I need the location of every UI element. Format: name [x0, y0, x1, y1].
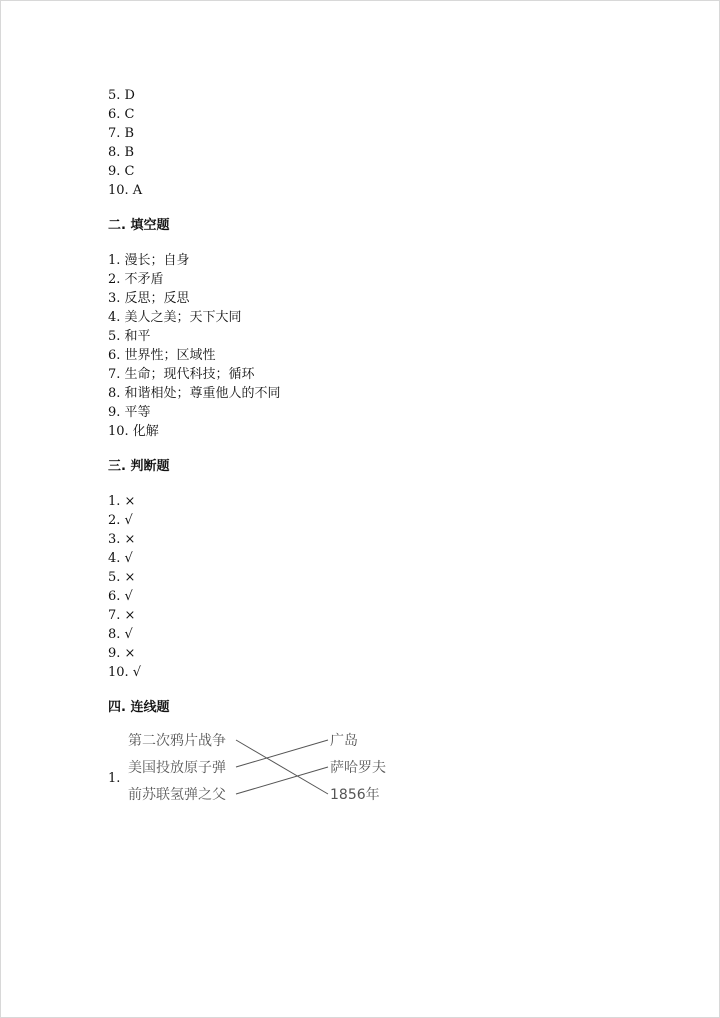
matching-link-line — [236, 740, 328, 767]
left-term: 美国投放原子弹 — [128, 760, 226, 776]
left-term: 前苏联氢弹之父 — [128, 787, 226, 803]
answer-line: 7. B — [108, 126, 135, 141]
answer-line: 10. √ — [108, 665, 142, 680]
matching-link-line — [236, 740, 328, 794]
section-title-true-false: 三. 判断题 — [108, 459, 170, 474]
answer-line: 5. × — [108, 570, 136, 585]
answer-line: 7. 生命；现代科技；循环 — [108, 367, 255, 382]
left-term: 第二次鸦片战争 — [128, 733, 226, 749]
matching-item-number: 1. — [108, 771, 121, 786]
right-term: 1856年 — [330, 787, 380, 803]
answer-line: 9. 平等 — [108, 405, 151, 420]
answer-line: 1. 漫长；自身 — [108, 253, 190, 268]
answer-line: 8. B — [108, 145, 135, 160]
answer-line: 4. 美人之美；天下大同 — [108, 310, 242, 325]
right-term: 广岛 — [330, 733, 358, 749]
answer-line: 2. 不矛盾 — [108, 272, 164, 287]
answer-line: 2. √ — [108, 513, 133, 528]
true-false-answers — [108, 492, 648, 682]
section-title-fill-blank: 二. 填空题 — [108, 218, 170, 233]
section-title-matching: 四. 连线题 — [108, 700, 170, 715]
answer-line: 1. × — [108, 494, 136, 509]
answer-line: 10. 化解 — [108, 424, 159, 439]
matching-link-line — [236, 767, 328, 794]
answer-line: 3. 反思；反思 — [108, 291, 190, 306]
answer-line: 10. A — [108, 183, 143, 198]
answer-line: 6. 世界性；区域性 — [108, 348, 216, 363]
answer-line: 6. √ — [108, 589, 133, 604]
answer-line: 8. √ — [108, 627, 133, 642]
answer-line: 4. √ — [108, 551, 133, 566]
answer-line: 9. × — [108, 646, 136, 661]
answer-sheet — [108, 86, 648, 807]
answer-line: 7. × — [108, 608, 136, 623]
answer-line: 6. C — [108, 107, 135, 122]
answer-line: 5. 和平 — [108, 329, 151, 344]
right-term: 萨哈罗夫 — [330, 760, 386, 776]
answer-line: 3. × — [108, 532, 136, 547]
fill-blank-answers — [108, 251, 648, 441]
choice-answers — [108, 86, 648, 200]
answer-line: 9. C — [108, 164, 135, 179]
answer-line: 5. D — [108, 88, 135, 103]
matching-answer — [108, 727, 648, 807]
matching-diagram — [124, 727, 424, 807]
answer-line: 8. 和谐相处；尊重他人的不同 — [108, 386, 281, 401]
